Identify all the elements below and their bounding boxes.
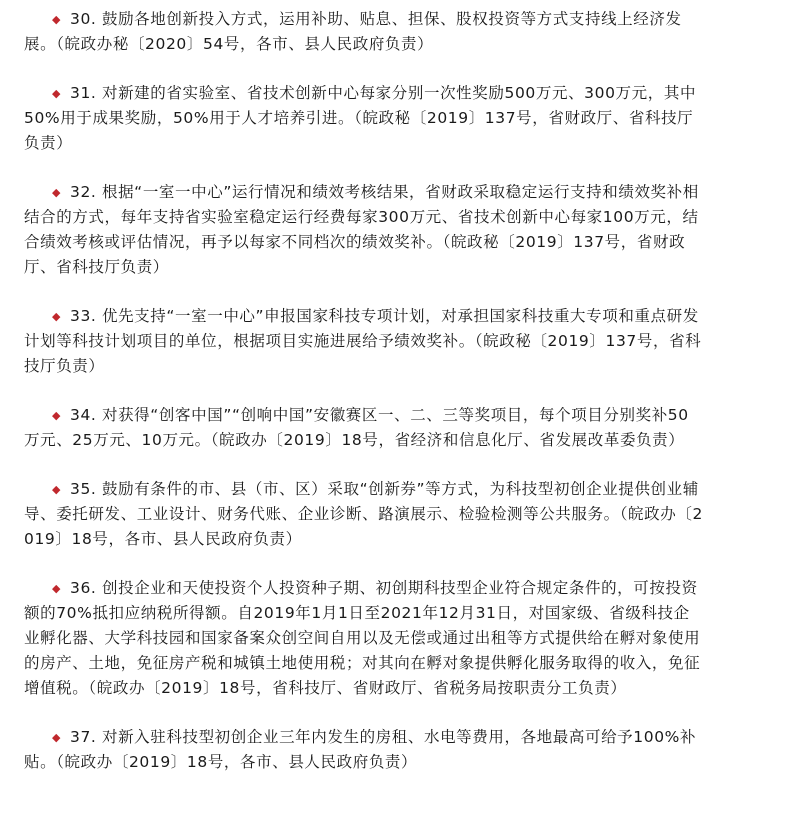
- item-number: 31.: [70, 84, 97, 102]
- diamond-bullet-icon: ◆: [52, 582, 62, 595]
- list-item: [24, 180, 704, 280]
- item-text: 对新建的省实验室、省技术创新中心每家分别一次性奖励500万元、300万元，其中50%用于成果奖励，50%用于人才培养引进。（皖政秘〔2019〕137号，省财政厅、省科技厅负责）: [24, 84, 697, 152]
- diamond-bullet-icon: ◆: [52, 483, 62, 496]
- item-text: 鼓励各地创新投入方式，运用补助、贴息、担保、股权投资等方式支持线上经济发展。（皖政办秘〔2020〕54号，各市、县人民政府负责）: [24, 10, 682, 53]
- list-item: [24, 7, 704, 57]
- item-text: 鼓励有条件的市、县（市、区）采取“创新券”等方式，为科技型初创企业提供创业辅导、委托研发、工业设计、财务代账、企业诊断、路演展示、检验检测等公共服务。（皖政办〔2019〕18号，各市、县人民政府负责）: [24, 480, 703, 548]
- diamond-bullet-icon: ◆: [52, 409, 62, 422]
- list-item: [24, 725, 704, 775]
- list-item: [24, 304, 704, 379]
- list-item: [24, 81, 704, 156]
- diamond-bullet-icon: ◆: [52, 186, 62, 199]
- list-item: [24, 477, 704, 552]
- policy-list: [24, 7, 704, 799]
- item-text: 优先支持“一室一中心”申报国家科技专项计划，对承担国家科技重大专项和重点研发计划等科技计划项目的单位，根据项目实施进展给予绩效奖补。（皖政秘〔2019〕137号，省科技厅负责）: [24, 307, 702, 375]
- diamond-bullet-icon: ◆: [52, 731, 62, 744]
- item-text: 对获得“创客中国”“创响中国”安徽赛区一、二、三等奖项目，每个项目分别奖补50万元、25万元、10万元。（皖政办〔2019〕18号，省经济和信息化厅、省发展改革委负责）: [24, 406, 689, 449]
- diamond-bullet-icon: ◆: [52, 13, 62, 26]
- item-number: 30.: [70, 10, 97, 28]
- item-text: 对新入驻科技型初创企业三年内发生的房租、水电等费用，各地最高可给予100%补贴。（皖政办〔2019〕18号，各市、县人民政府负责）: [24, 728, 697, 771]
- list-item: [24, 403, 704, 453]
- item-text: 根据“一室一中心”运行情况和绩效考核结果，省财政采取稳定运行支持和绩效奖补相结合的方式，每年支持省实验室稳定运行经费每家300万元、省技术创新中心每家100万元，结合绩效考核或评估情况，再予以每家不同档次的绩效奖补。（皖政秘〔2019〕137号，省财政厅、省科技厅负责）: [24, 183, 699, 276]
- item-number: 33.: [70, 307, 97, 325]
- item-text: 创投企业和天使投资个人投资种子期、初创期科技型企业符合规定条件的，可按投资额的70%抵扣应纳税所得额。自2019年1月1日至2021年12月31日，对国家级、省级科技企业孵化器、大学科技园和国家备案众创空间自用以及无偿或通过出租等方式提供给在孵对象使用的房产、土地，免征房产税和城镇土地使用税；对其向在孵对象提供孵化服务取得的收入，免征增值税。（皖政办〔2019〕18号，省科技厅、省财政厅、省税务局按职责分工负责）: [24, 579, 701, 697]
- item-number: 35.: [70, 480, 97, 498]
- item-number: 32.: [70, 183, 97, 201]
- diamond-bullet-icon: ◆: [52, 87, 62, 100]
- list-item: [24, 576, 704, 701]
- item-number: 37.: [70, 728, 97, 746]
- item-number: 34.: [70, 406, 97, 424]
- diamond-bullet-icon: ◆: [52, 310, 62, 323]
- item-number: 36.: [70, 579, 97, 597]
